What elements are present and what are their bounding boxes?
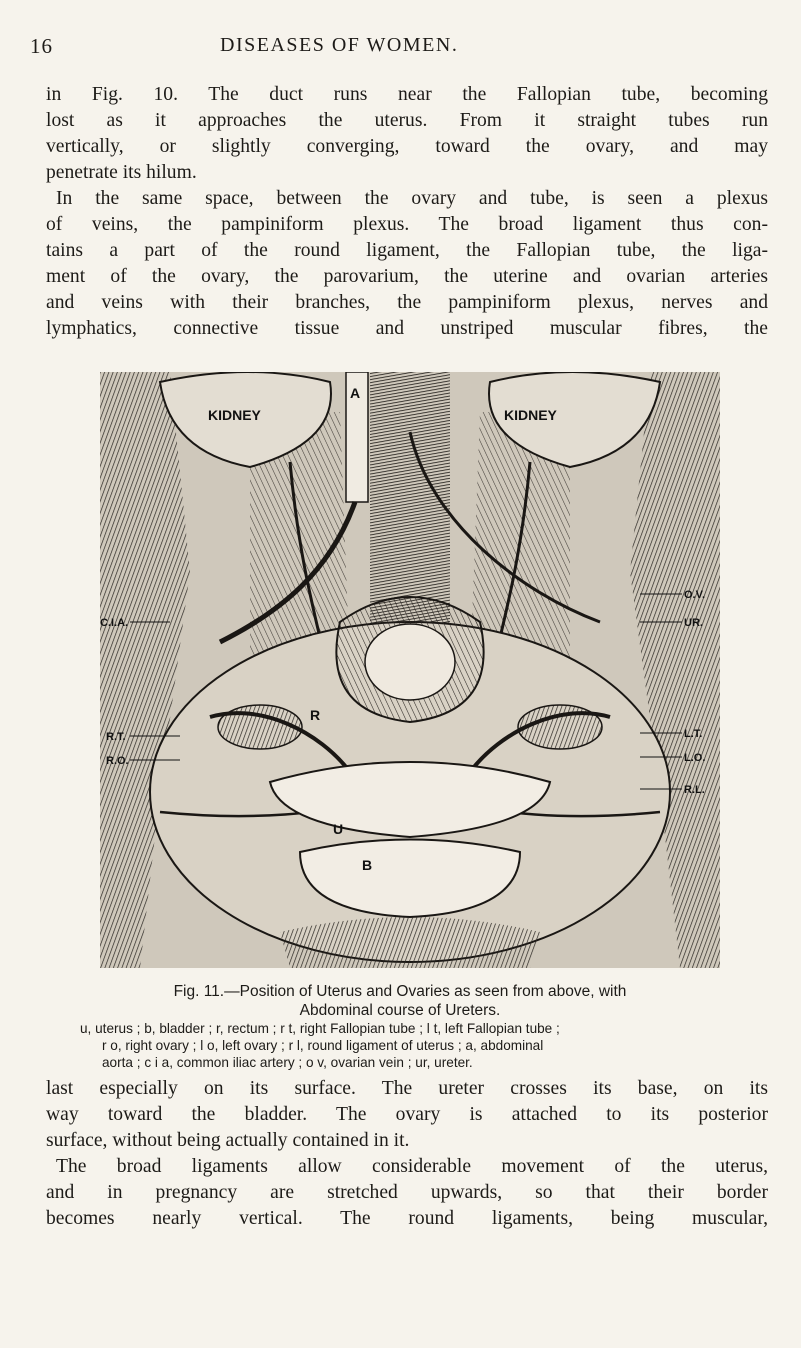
rectum-lumen xyxy=(365,624,455,700)
text-line: and in pregnancy are stretched upwards, so that their border xyxy=(46,1182,768,1203)
text-line: last especially on its surface. The ureter crosses its base, on its xyxy=(46,1078,768,1099)
legend-line: r o, right ovary ; l o, left ovary ; r l, round ligament of uterus ; a, abdominal xyxy=(102,1038,544,1053)
ro-label: R.O. xyxy=(106,755,129,767)
aorta-label: A xyxy=(350,385,361,401)
kidney-right-label: KIDNEY xyxy=(504,407,557,423)
caption-title-line: Abdominal course of Ureters. xyxy=(299,1002,501,1019)
text-line: lymphatics, connective tissue and unstriped muscular fibres, the xyxy=(46,318,768,339)
legend-line: aorta ; c i a, common iliac artery ; o v, ovarian vein ; ur, ureter. xyxy=(102,1055,473,1070)
page-number: 16 xyxy=(30,34,53,58)
text-line: penetrate its hilum. xyxy=(46,162,197,183)
text-line: and veins with their branches, the pampiniform plexus, nerves and xyxy=(46,292,768,313)
text-line: vertically, or slightly converging, toward the ovary, and may xyxy=(46,136,768,157)
text-line: In the same space, between the ovary and tube, is seen a plexus xyxy=(56,188,768,209)
spinal-column xyxy=(370,372,450,632)
pubic-symphysis xyxy=(280,917,540,968)
text-line: in Fig. 10. The duct runs near the Fallopian tube, becoming xyxy=(46,84,768,105)
pelvis-illustration xyxy=(100,372,720,968)
bottom-paragraph xyxy=(46,1076,768,1232)
caption-legend xyxy=(80,1020,720,1071)
rectum-label: R xyxy=(310,707,321,723)
uterus-label: U xyxy=(333,821,344,837)
text-line: lost as it approaches the uterus. From it straight tubes run xyxy=(46,110,768,131)
cia-label: C.I.A. xyxy=(100,617,129,629)
kidney-left-label: KIDNEY xyxy=(208,407,261,423)
text-line: tains a part of the round ligament, the Fallopian tube, the liga- xyxy=(46,240,768,261)
rt-label: R.T. xyxy=(106,731,126,743)
figure-caption xyxy=(80,982,720,1071)
anatomical-figure xyxy=(100,372,720,968)
top-paragraph xyxy=(46,82,768,342)
ov-label: O.V. xyxy=(684,589,705,601)
bladder-label: B xyxy=(362,857,373,873)
text-line: becomes nearly vertical. The round ligaments, being muscular, xyxy=(46,1208,768,1229)
caption-title-line: Fig. 11.—Position of Uterus and Ovaries as seen from above, with xyxy=(173,983,627,1000)
text-line: The broad ligaments allow considerable movement of the uterus, xyxy=(56,1156,768,1177)
legend-line: u, uterus ; b, bladder ; r, rectum ; r t, right Fallopian tube ; l t, left Fallopian tube ; xyxy=(80,1021,560,1036)
ur-label: UR. xyxy=(684,617,703,629)
text-line: surface, without being actually contained in it. xyxy=(46,1130,410,1151)
text-line: of veins, the pampiniform plexus. The broad ligament thus con- xyxy=(46,214,768,235)
running-head: DISEASES OF WOMEN. xyxy=(220,34,459,56)
lo-label: L.O. xyxy=(684,752,706,764)
text-line: way toward the bladder. The ovary is attached to its posterior xyxy=(46,1104,768,1125)
page-header xyxy=(30,34,770,62)
lt-label: L.T. xyxy=(684,728,703,740)
rl-label: R.L. xyxy=(684,784,705,796)
text-line: ment of the ovary, the parovarium, the uterine and ovarian arteries xyxy=(46,266,768,287)
